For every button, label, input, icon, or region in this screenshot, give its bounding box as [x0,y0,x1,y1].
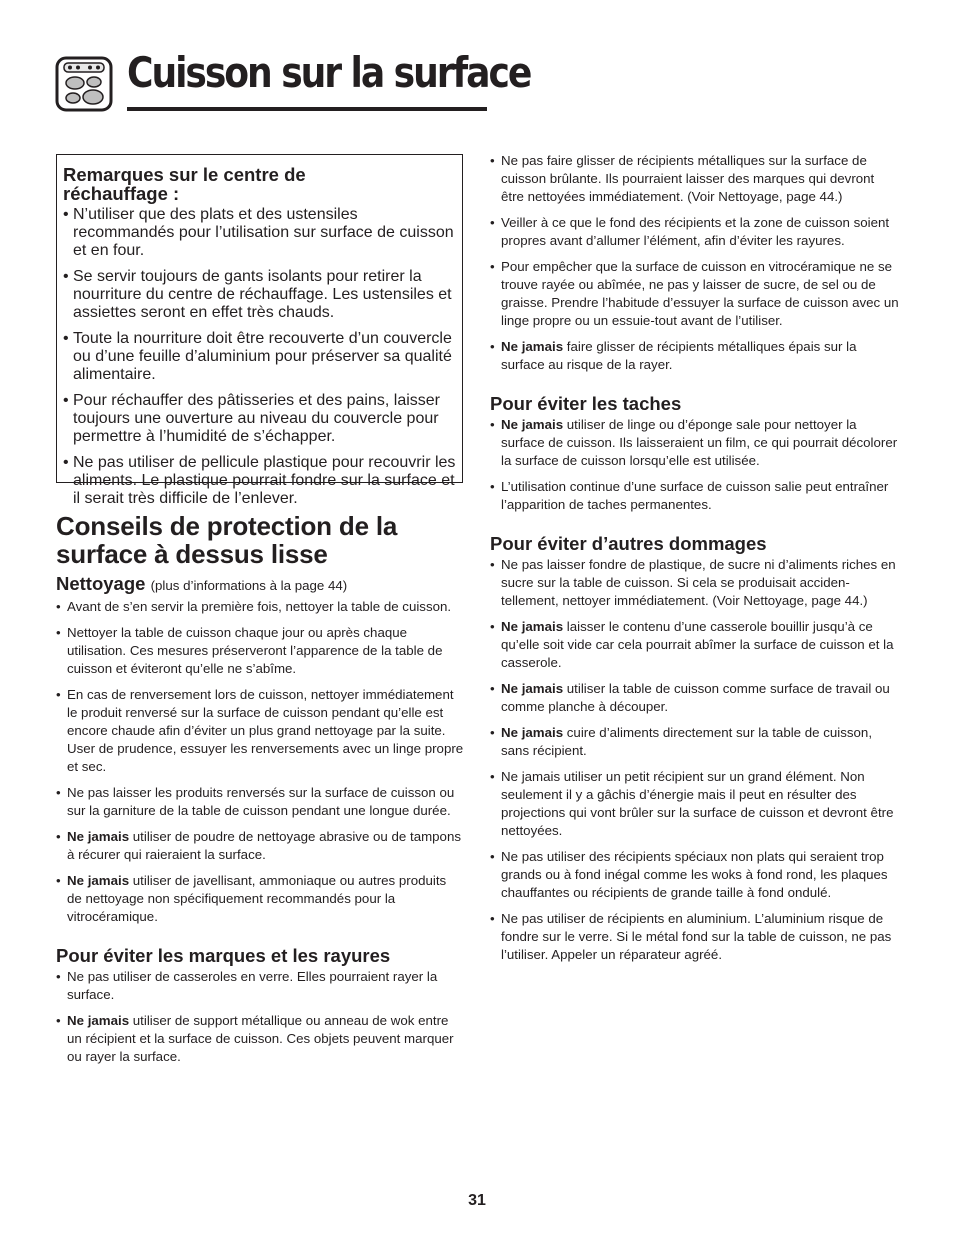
metal-pans-list [490,152,900,374]
list-item: • Se servir toujours de gants isolants pour retirer la nourriture du centre de réchauffage. Les ustensiles et assiettes seront en effet très chauds. [63,268,456,322]
list-item: • Ne pas utiliser de casseroles en verre. Elles pourraient rayer la surface. [56,968,464,1004]
right-column [490,152,900,972]
cleaning-heading [56,574,464,596]
page-number: 31 [468,1192,486,1209]
list-item: • Ne pas utiliser des récipients spéciaux non plats qui seraient trop grands ou à fond inégal comme les woks à fond rond, les plaques chauffantes ou récipients de grande taille à fond ondulé. [490,848,900,902]
stains-heading: Pour éviter les taches [490,393,682,414]
list-item: • Ne pas laisser les produits renversés sur la surface de cuisson ou sur la garniture de la table de cuisson pendant une longue durée. [56,784,464,820]
cleaning-title: Nettoyage [56,573,146,594]
list-item: • Ne pas laisser fondre de plastique, de sucre ni d’aliments riches en sucre sur la table de cuisson. Si cela se produisait acciden-tellement, nettoyer immédiatement. (Voir Nettoyage, page 44.) [490,556,900,610]
page-title: Cuisson sur la surface [127,48,531,97]
list-item: • Nettoyer la table de cuisson chaque jour ou après chaque utilisation. Ces mesures préserveront l’apparence de la table de cuisson et éviteront qu’elle ne s’abîme. [56,624,464,678]
list-item: • Ne pas faire glisser de récipients métalliques sur la surface de cuisson brûlante. Ils pourraient laisser des marques qui devront être nettoyées immédiatement. (Voir Nettoyage, page 44.) [490,152,900,206]
warming-center-title: Remarques sur le centre de réchauffage : [63,164,306,204]
scratches-heading: Pour éviter les marques et les rayures [56,945,391,966]
list-item: • En cas de renversement lors de cuisson, nettoyer immédiatement le produit renversé sur la surface de cuisson pendant qu’elle est encore chaude afin d’éviter un plus grand nettoyage par la suite. User de prudence, essuyer les renversements avec un linge propre et sec. [56,686,464,776]
list-item: • Ne jamais faire glisser de récipients métalliques épais sur la surface au risque de la rayer. [490,338,900,374]
warming-center-list [63,206,456,508]
list-item: • Ne pas utiliser de pellicule plastique pour recouvrir les aliments. Le plastique pourrait fondre sur la surface et il serait très difficile de l’enlever. [63,454,456,508]
list-item: • Ne jamais cuire d’aliments directement sur la table de cuisson, sans récipient. [490,724,900,760]
title-underline [127,107,487,111]
list-item: • Avant de s’en servir la première fois, nettoyer la table de cuisson. [56,598,464,616]
stains-list [490,416,900,514]
list-item: • Toute la nourriture doit être recouverte d’un couvercle ou d’une feuille d’aluminium pour préserver sa qualité alimentaire. [63,330,456,384]
list-item: • Ne jamais utiliser de poudre de nettoyage abrasive ou de tampons à récurer qui raieraient la surface. [56,828,464,864]
list-item: • L’utilisation continue d’une surface de cuisson salie peut entraîner l’apparition de taches permanentes. [490,478,900,514]
list-item: • Ne jamais utiliser de support métallique ou anneau de wok entre un récipient et la surface de cuisson. Ces objets peuvent marquer ou rayer la surface. [56,1012,464,1066]
list-item: • Ne jamais utiliser la table de cuisson comme surface de travail ou comme planche à découper. [490,680,900,716]
protection-section [56,512,464,1074]
list-item: • Pour empêcher que la surface de cuisson en vitrocéramique ne se trouve rayée ou abîmée, ne pas y laisser de sucre, de sel ou de graisse. Prendre l’habitude d’essuyer la surface de cuisson avec un linge propre ou un essuie-tout avant de l’utiliser. [490,258,900,330]
list-item: • Ne jamais utiliser de linge ou d’éponge sale pour nettoyer la surface de cuisson. Ils laisseraient un film, ce qui pourrait décolorer la surface de cuisson lorsqu’elle est utilisée. [490,416,900,470]
list-item: • N’utiliser que des plats et des ustensiles recommandés pour l’utilisation sur surface de cuisson et en four. [63,206,456,260]
cleaning-note: (plus d’informations à la page 44) [150,578,348,593]
list-item: • Veiller à ce que le fond des récipients et la zone de cuisson soient propres avant d’allumer l’élément, afin d’éviter les rayures. [490,214,900,250]
damage-list [490,556,900,964]
list-item: • Pour réchauffer des pâtisseries et des pains, laisser toujours une ouverture au niveau du couvercle pour permettre à l’humidité de s’échapper. [63,392,456,446]
list-item: • Ne jamais utiliser de javellisant, ammoniaque ou autres produits de nettoyage non spécifiquement recommandés pour la vitrocéramique. [56,872,464,926]
scratches-list [56,968,464,1066]
warming-center-notes-box [56,154,463,507]
damage-heading: Pour éviter d’autres dommages [490,533,767,554]
page-header [55,48,531,114]
protection-heading: Conseils de protection de la surface à dessus lisse [56,511,398,569]
list-item: • Ne jamais utiliser un petit récipient sur un grand élément. Non seulement il y a gâchis d’énergie mais il peut en résulter des projections qui vont brûler sur la surface de cuisson et devront être nettoyées. [490,768,900,840]
list-item: • Ne pas utiliser de récipients en aluminium. L’aluminium risque de fondre sur le verre. Si le métal fond sur la table de cuisson, ne pas l’utiliser. Appeler un réparateur agréé. [490,910,900,964]
cooktop-icon [55,56,113,112]
cleaning-list [56,598,464,926]
list-item: • Ne jamais laisser le contenu d’une casserole bouillir jusqu’à ce qu’elle soit vide car cela pourrait abîmer la surface de cuisson et la casserole. [490,618,900,672]
